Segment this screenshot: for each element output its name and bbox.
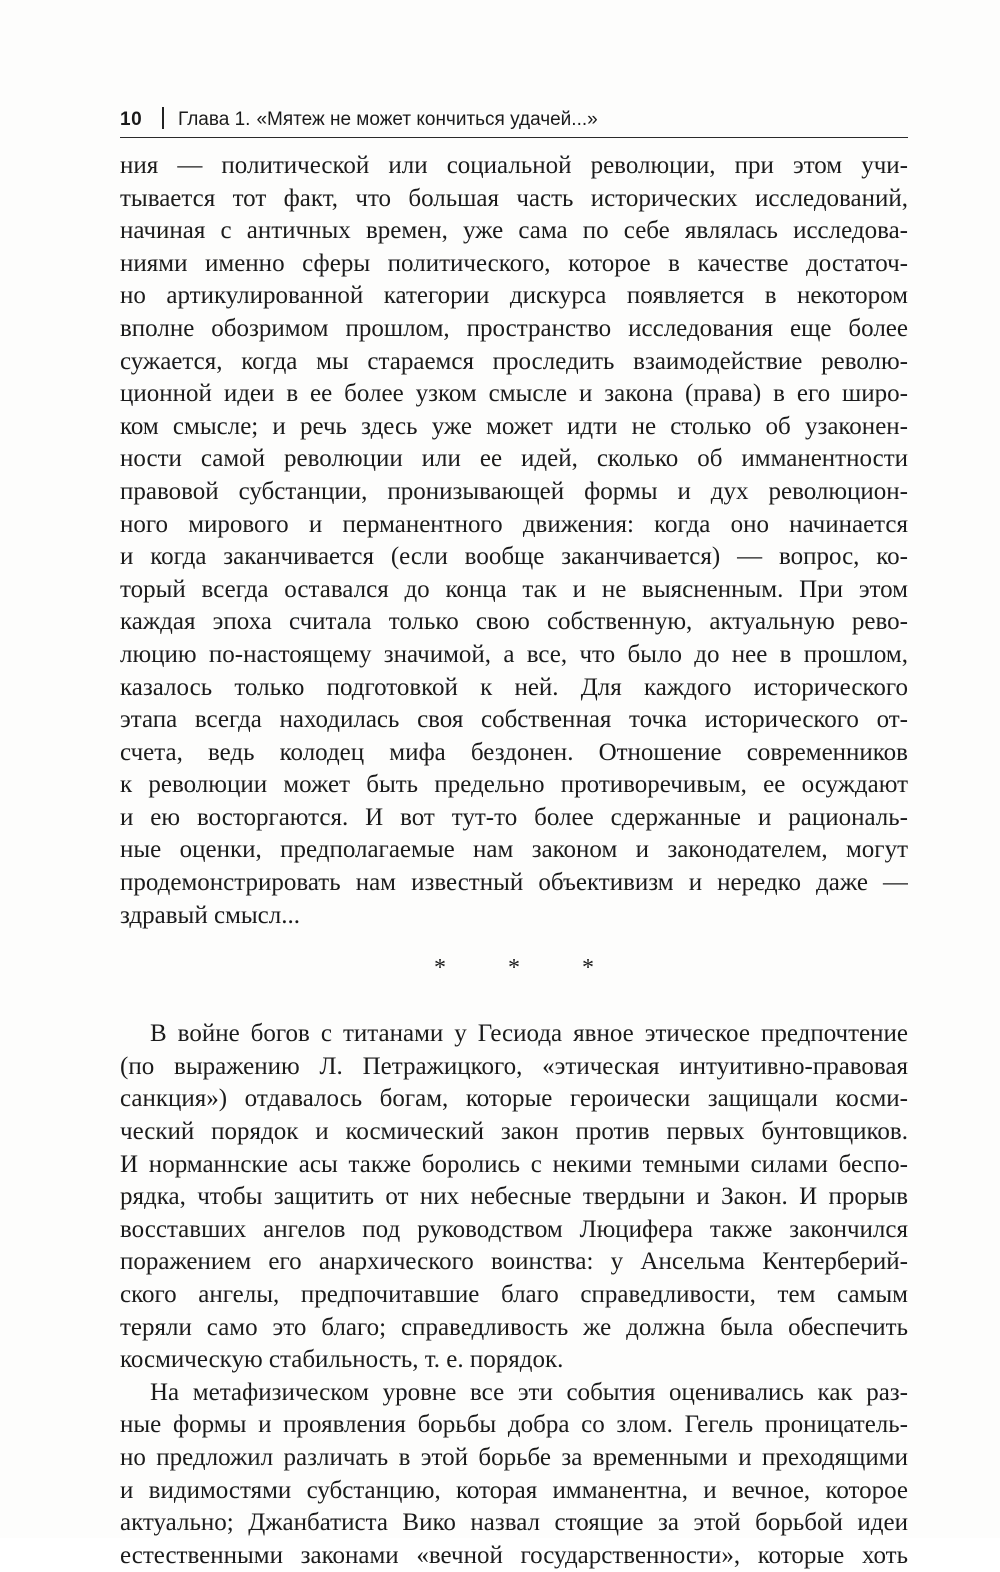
text-line: но артикулированной категории дискурса появляется в некотором (120, 282, 908, 310)
paragraph-continued (120, 150, 908, 932)
text-line: сужается, когда мы стараемся проследить взаимодействие револю- (120, 347, 908, 375)
text-line: восставших ангелов под руководством Люцифера также закончился (120, 1215, 908, 1243)
text-line: И норманнские асы также боролись с некими темными силами беспо- (120, 1150, 908, 1178)
text-line: рядка, чтобы защитить от них небесные твердыни и Закон. И прорыв (120, 1183, 908, 1211)
text-line: этапа всегда находилась своя собственная точка исторического от- (120, 706, 908, 734)
chapter-title: «Мятеж не может кончиться удачей...» (256, 109, 598, 130)
text-line: ционной идеи в ее более узком смысле и закона (права) в его широ- (120, 380, 908, 408)
asterisk-mark: * (434, 955, 446, 982)
text-line: и когда заканчивается (если вообще заканчивается) — вопрос, ко- (120, 543, 908, 571)
text-line: (по выражению Л. Петражицкого, «этическая интуитивно-правовая (120, 1052, 908, 1080)
text-line: теряли само это благо; справедливость же должна была обеспечить (120, 1313, 908, 1341)
text-line: вполне обозримом прошлом, пространство исследования еще более (120, 314, 908, 342)
text-line: торый всегда оставался до конца так и не выясненным. При этом (120, 575, 908, 603)
section-separator (120, 932, 908, 1018)
text-line: ского ангелы, предпочитавшие благо справедливости, тем самым (120, 1281, 908, 1308)
text-line: поражением его анархического воинства: у Ансельма Кентерберий- (120, 1248, 908, 1276)
text-line: санкция») отдавалось богам, которые героически защищали косми- (120, 1085, 908, 1113)
text-line: В войне богов с титанами у Гесиода явное этическое предпочтение (150, 1020, 908, 1048)
text-line: люцию по-настоящему значимой, а все, что было до нее в прошлом, (120, 640, 908, 668)
paragraph-titans (120, 1018, 908, 1377)
text-line: казалось только подготовкой к ней. Для каждого исторического (120, 673, 908, 701)
text-line: космическую стабильность, т. е. порядок. (120, 1346, 564, 1374)
text-line: счета, ведь колодец мифа бездонен. Отношение современников (120, 738, 908, 766)
text-line: начиная с античных времен, уже сама по себе являлась исследова- (120, 217, 908, 245)
text-line: ные оценки, предполагаемые нам законом и законодателем, могут (120, 836, 908, 864)
text-line: ком смысле; и речь здесь уже может идти не столько об узаконен- (120, 412, 908, 440)
page-number: 10 (120, 109, 143, 130)
asterisk-mark: * (508, 955, 520, 982)
text-line: ния — политической или социальной революции, при этом учи- (120, 152, 908, 179)
text-line: здравый смысл... (120, 901, 301, 929)
chapter-label: Глава 1. (178, 109, 251, 130)
text-line: ного мирового и перманентного движения: когда оно начинается (120, 510, 908, 538)
text-line: ные формы и проявления борьбы добра со злом. Гегель проницатель- (120, 1411, 908, 1439)
text-line: На метафизическом уровне все эти события оценивались как раз- (150, 1378, 908, 1406)
text-line: актуально; Джанбатиста Вико назвал стоящие за этой борьбой идеи (120, 1509, 908, 1537)
paragraph-metaphysics (120, 1377, 908, 1572)
text-line: естественными законами «вечной государственности», которые хоть (120, 1541, 908, 1569)
text-line: правовой субстанции, пронизывающей формы и дух революцион- (120, 477, 908, 505)
asterisk-mark: * (582, 955, 594, 982)
text-line: ниями именно сферы политического, которое в качестве достаточ- (120, 249, 908, 277)
text-line: тывается тот факт, что большая часть исторических исследований, (120, 184, 908, 212)
header-separator-bar (162, 107, 164, 129)
text-line: ности самой революции или ее идей, сколько об имманентности (120, 445, 908, 473)
text-line: и ею восторгаются. И вот тут-то более сдержанные и рациональ- (120, 803, 908, 831)
header-rule (120, 137, 908, 138)
running-header (120, 104, 908, 136)
text-line: и видимостями субстанцию, которая имманентна, и вечное, которое (120, 1476, 908, 1504)
text-line: но предложил различать в этой борьбе за временными и преходящими (120, 1443, 908, 1471)
text-line: к революции может быть предельно противоречивым, ее осуждают (120, 771, 908, 799)
text-line: продемонстрировать нам известный объективизм и нередко даже — (120, 869, 908, 897)
text-line: ческий порядок и космический закон против первых бунтовщиков. (120, 1118, 908, 1146)
body-text (120, 150, 908, 1572)
text-line: каждая эпоха считала только свою собственную, актуальную рево- (120, 608, 908, 636)
